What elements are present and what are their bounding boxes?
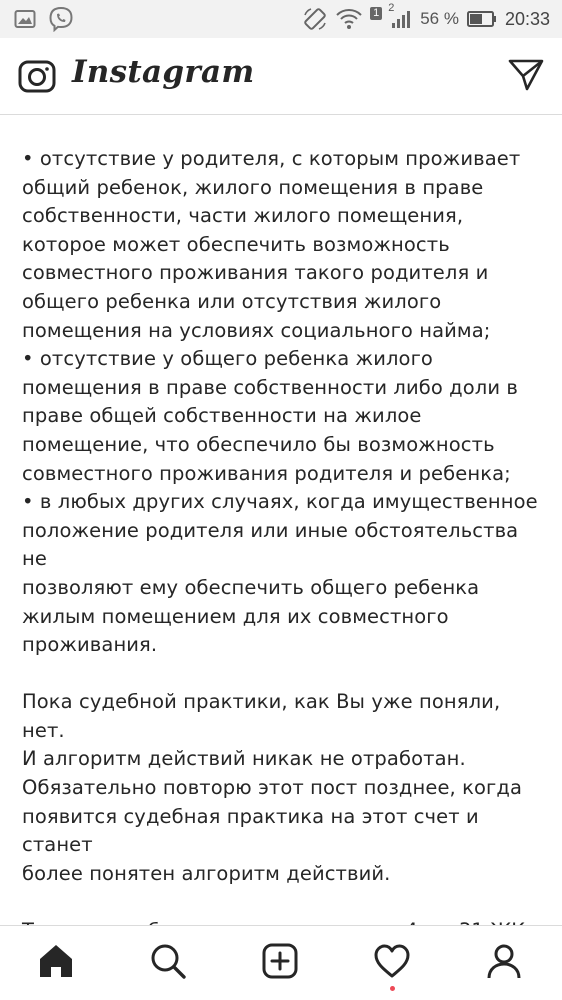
profile-icon xyxy=(485,942,523,985)
gallery-icon xyxy=(14,9,36,29)
post-text xyxy=(22,145,547,1000)
battery-percent: 56 % xyxy=(420,9,459,28)
new-post-icon xyxy=(261,942,299,985)
battery-icon xyxy=(467,10,497,28)
post-text-line: праве общей собственности на жилое xyxy=(22,404,422,428)
paragraph-gap xyxy=(22,660,547,689)
post-text-line: жилым помещением для их совместного xyxy=(22,604,449,628)
post-text-line: появится судебная практика на этот счет и станет xyxy=(22,804,479,857)
bottom-navigation xyxy=(0,925,562,1000)
post-text-line: помещения в праве собственности либо доли в xyxy=(22,375,519,399)
nav-search[interactable] xyxy=(112,926,224,1000)
sim1-badge: 1 xyxy=(370,7,382,20)
search-icon xyxy=(149,942,187,985)
home-icon xyxy=(37,942,75,985)
post-text-line: совместного проживания родителя и ребенка; xyxy=(22,461,511,485)
post-text-line: проживания. xyxy=(22,633,158,657)
app-title: Instagram xyxy=(72,54,255,90)
post-text-line: помещение, что обеспечило бы возможность xyxy=(22,432,495,456)
post-text-line: помещения на условиях социального найма; xyxy=(22,318,491,342)
post-text-line: позволяют ему обеспечить общего ребенка xyxy=(22,575,480,599)
post-text-line: • в любых других случаях, когда имущественное xyxy=(22,490,538,514)
paragraph-gap xyxy=(22,888,547,917)
status-bar xyxy=(0,0,562,38)
post-text-line: совместного проживания такого родителя и xyxy=(22,261,489,285)
post-text-line: Обязательно повторю этот пост позднее, когда xyxy=(22,776,523,800)
nav-activity[interactable] xyxy=(336,926,448,1000)
activity-icon xyxy=(373,943,411,984)
post-text-line: И алгоритм действий никак не отработан. xyxy=(22,747,466,771)
rotate-icon xyxy=(302,6,328,32)
viber-icon xyxy=(48,6,74,32)
post-text-line: Пока судебной практики, как Вы уже поняли, нет. xyxy=(22,690,501,742)
nav-home[interactable] xyxy=(0,926,112,1000)
post-text-line: общего ребенка или отсутствия жилого xyxy=(22,289,442,313)
signal-icon xyxy=(388,2,412,30)
clock: 20:33 xyxy=(504,8,550,29)
camera-icon[interactable] xyxy=(18,58,56,99)
notification-dot xyxy=(390,986,395,991)
nav-new-post[interactable] xyxy=(224,926,336,1000)
post-text-line: общий ребенок, жилого помещения в праве xyxy=(22,175,484,199)
post-text-line: которое может обеспечить возможность xyxy=(22,232,450,256)
wifi-icon xyxy=(336,8,362,30)
post-text-line: • отсутствие у общего ребенка жилого xyxy=(22,347,433,371)
post-text-line: более понятен алгоритм действий. xyxy=(22,861,391,885)
post-text-line: • отсутствие у родителя, с которым проживает xyxy=(22,147,521,170)
post-text-line: собственности, части жилого помещения, xyxy=(22,204,464,228)
direct-message-icon[interactable] xyxy=(508,58,544,97)
post-text-line: положение родителя или иные обстоятельства не xyxy=(22,518,519,571)
sim2-badge: 2 xyxy=(388,2,395,14)
app-header xyxy=(0,38,562,115)
nav-profile[interactable] xyxy=(448,926,560,1000)
